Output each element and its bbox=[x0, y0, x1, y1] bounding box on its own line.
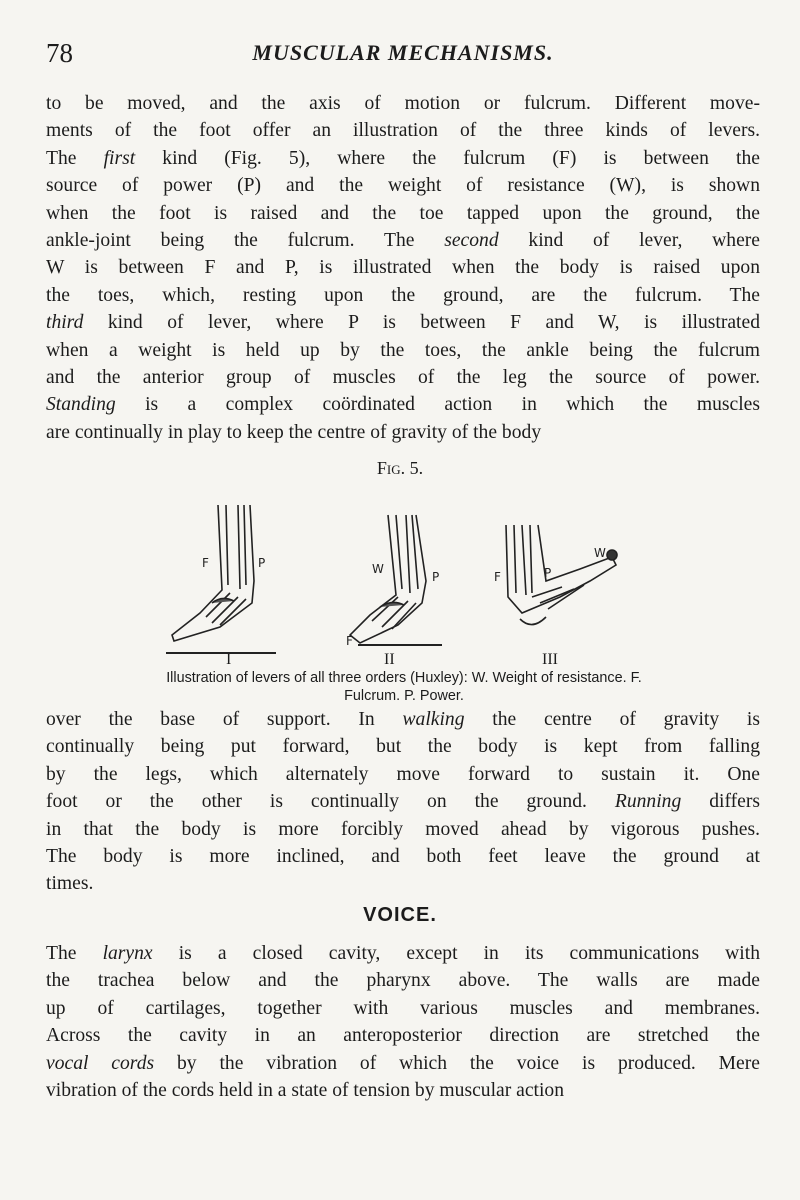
text-line: are continually in play to keep the centre of gravity of the body bbox=[46, 421, 542, 443]
text-line: when the foot is raised and the toe tapped upon the ground, the bbox=[46, 202, 760, 224]
panel-label-3: III bbox=[542, 651, 558, 668]
page-header bbox=[46, 38, 760, 78]
running-head: MUSCULAR MECHANISMS. bbox=[252, 40, 554, 65]
text-line: by the legs, which alternately move forward to sustain it. One bbox=[46, 763, 760, 785]
text-line: vocal cords by the vibration of which the voice is produced. Mere bbox=[46, 1052, 760, 1074]
text-line: The larynx is a closed cavity, except in its communications with bbox=[46, 943, 760, 964]
panel-label-2: II bbox=[384, 651, 395, 668]
panel-3-letter-f: F bbox=[494, 570, 501, 584]
page-number: 78 bbox=[46, 38, 73, 68]
text-line: W is between F and P, is illustrated when the body is raised upon bbox=[46, 257, 760, 279]
text-line: the trachea below and the pharynx above. The walls are made bbox=[46, 970, 760, 992]
paragraph-voice bbox=[46, 940, 760, 1104]
panel-1-letter-p: P bbox=[258, 556, 266, 570]
text-line: The body is more inclined, and both feet leave the ground at bbox=[46, 846, 760, 868]
text-line: vibration of the cords held in a state of tension by muscular action bbox=[46, 1080, 565, 1102]
panel-label-1: I bbox=[226, 651, 232, 668]
text-line: up of cartilages, together with various muscles and membranes. bbox=[46, 997, 760, 1019]
paragraph-levers bbox=[46, 90, 760, 446]
text-line: The first kind (Fig. 5), where the fulcrum (F) is between the bbox=[46, 147, 760, 169]
text-line: and the anterior group of muscles of the leg the source of power. bbox=[46, 367, 760, 389]
text-line: Across the cavity in an anteroposterior direction are stretched the bbox=[46, 1025, 760, 1047]
text-line: over the base of support. In walking the centre of gravity is bbox=[46, 709, 760, 730]
text-line: to be moved, and the axis of motion or fulcrum. Different move- bbox=[46, 93, 760, 114]
text-line: source of power (P) and the weight of resistance (W), is shown bbox=[46, 175, 760, 197]
figure-caption bbox=[44, 669, 764, 705]
foot-lever-illustration bbox=[160, 485, 650, 655]
text-line: Standing is a complex coördinated action in which the muscles bbox=[46, 394, 760, 416]
text-line: continually being put forward, but the body is kept from falling bbox=[46, 736, 760, 758]
caption-line: Illustration of levers of all three orders (Huxley): W. Weight of resistance. F. bbox=[166, 670, 642, 686]
section-heading: VOICE. bbox=[363, 904, 437, 926]
text-line: the toes, which, resting upon the ground, are the fulcrum. The bbox=[46, 284, 760, 306]
figure-label: Fig. 5. bbox=[376, 458, 424, 478]
foot-panel-1 bbox=[166, 505, 276, 653]
caption-line: Fulcrum. P. Power. bbox=[344, 688, 464, 704]
text-line: in that the body is more forcibly moved ahead by vigorous pushes. bbox=[46, 818, 760, 840]
text-line: times. bbox=[46, 873, 94, 895]
panel-2-letter-p: P bbox=[432, 570, 440, 584]
foot-panel-2 bbox=[346, 515, 442, 648]
panel-2-letter-f: F bbox=[346, 634, 353, 648]
text-line: third kind of lever, where P is between F and W, is illustrated bbox=[46, 312, 760, 334]
paragraph-walking bbox=[46, 706, 760, 898]
text-line: when a weight is held up by the toes, the ankle being the fulcrum bbox=[46, 339, 760, 361]
text-line: ankle-joint being the fulcrum. The second kind of lever, where bbox=[46, 230, 761, 252]
text-line: ments of the foot offer an illustration of the three kinds of levers. bbox=[46, 120, 760, 142]
foot-panel-3 bbox=[494, 525, 617, 625]
panel-1-letter-f: F bbox=[202, 556, 209, 570]
text-line: foot or the other is continually on the ground. Running differs bbox=[46, 791, 761, 813]
panel-3-letter-p: P bbox=[544, 566, 552, 580]
panel-2-letter-w: W bbox=[372, 562, 384, 576]
panel-3-letter-w: W bbox=[594, 546, 606, 560]
